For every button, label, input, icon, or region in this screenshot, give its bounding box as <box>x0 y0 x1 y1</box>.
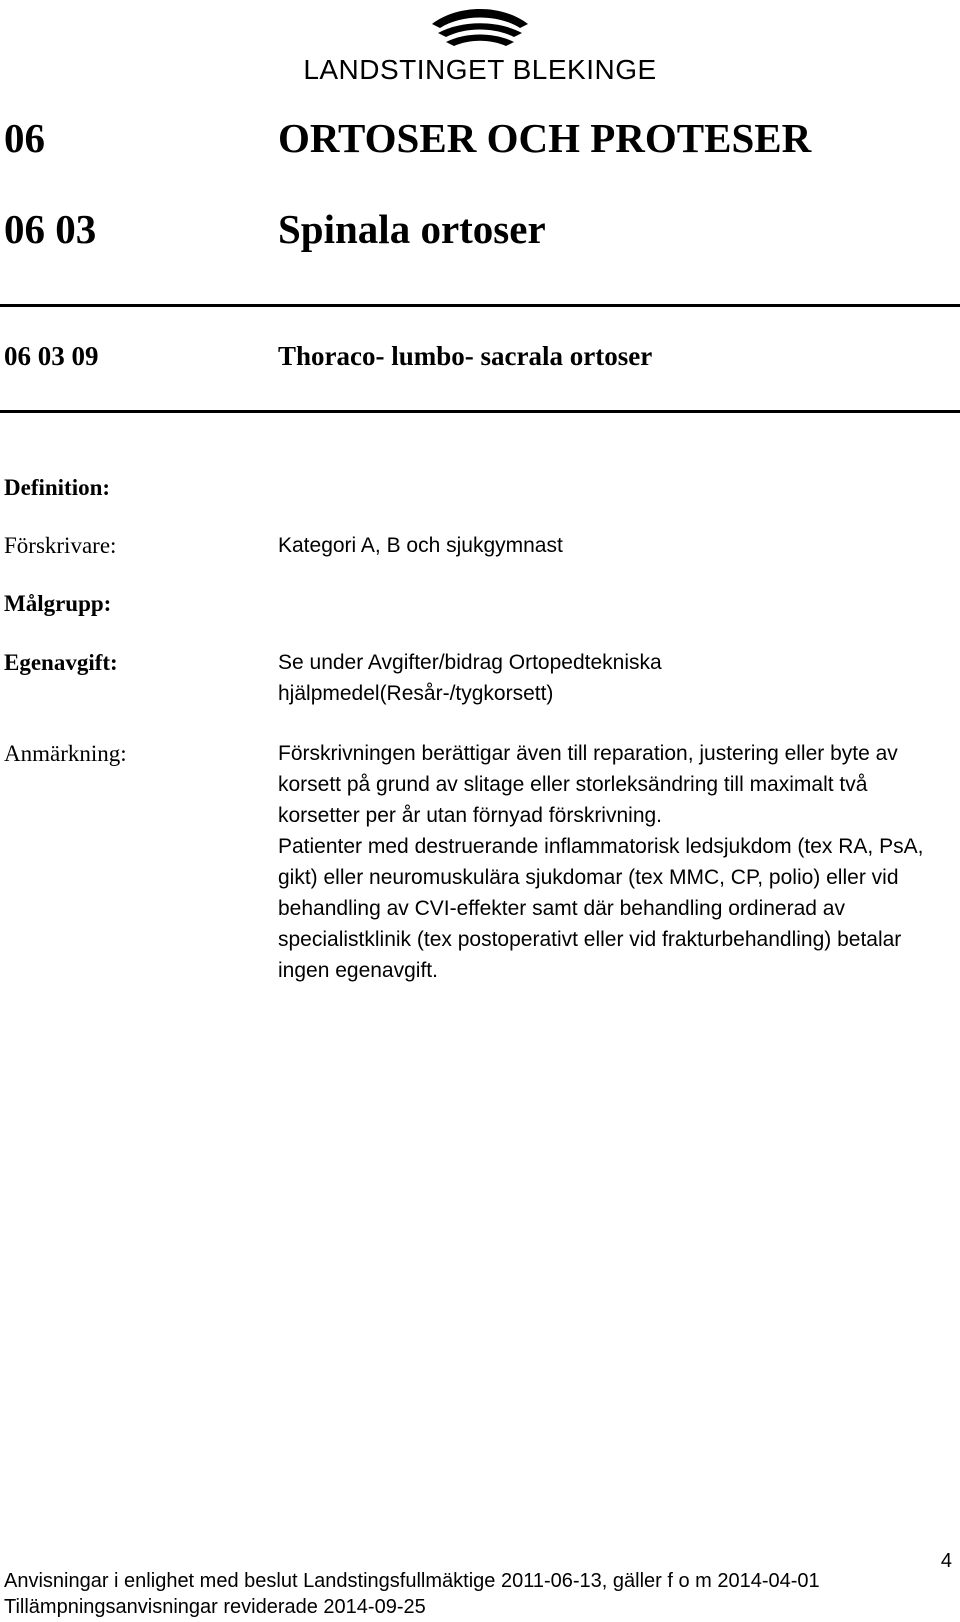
footer-line-1: Anvisningar i enlighet med beslut Landstingsfullmäktige 2011-06-13, gäller f o m 2014-04-01 <box>4 1570 820 1592</box>
subsection-title: Thoraco- lumbo- sacrala ortoser <box>278 341 653 371</box>
forskrivare-label: Förskrivare: <box>4 533 117 558</box>
anmarkning-paragraph-1: Förskrivningen berättigar även till reparation, justering eller byte av korsett på grund av slitage eller storleksändring till maximalt två korsetter per år utan förnyad förskrivning. <box>278 742 898 827</box>
malgrupp-label: Målgrupp: <box>4 591 112 616</box>
section-title: Spinala ortoser <box>278 206 546 252</box>
logo-text: LANDSTINGET BLEKINGE <box>303 54 657 85</box>
section-number: 06 03 <box>4 206 97 252</box>
egenavgift-label: Egenavgift: <box>4 650 118 675</box>
chapter-number: 06 <box>4 115 45 161</box>
forskrivare-value: Kategori A, B och sjukgymnast <box>278 534 563 557</box>
landstinget-blekinge-logo <box>300 2 660 88</box>
egenavgift-value: Se under Avgifter/bidrag Ortopedtekniska hjälpmedel(Resår-/tygkorsett) <box>278 651 662 705</box>
definition-label: Definition: <box>4 475 111 500</box>
anmarkning-paragraph-2: Patienter med destruerande inflammatorisk ledsjukdom (tex RA, PsA, gikt) eller neuromuskulära sjukdomar (tex MMC, CP, polio) eller vid behandling av CVI-effekter samt där behandling ordinerad av specialistklinik (tex postoperativt eller vid frakturbehandling) betalar ingen egenavgift. <box>278 835 924 982</box>
anmarkning-label: Anmärkning: <box>4 741 127 766</box>
divider-top <box>0 304 960 307</box>
subsection-number: 06 03 09 <box>4 341 99 371</box>
page-number: 4 <box>940 1550 952 1572</box>
chapter-title: ORTOSER OCH PROTESER <box>278 115 812 161</box>
divider-bottom <box>0 410 960 413</box>
footer-line-2: Tillämpningsanvisningar reviderade 2014-09-25 <box>4 1596 426 1618</box>
ship-emblem-icon <box>428 2 532 52</box>
